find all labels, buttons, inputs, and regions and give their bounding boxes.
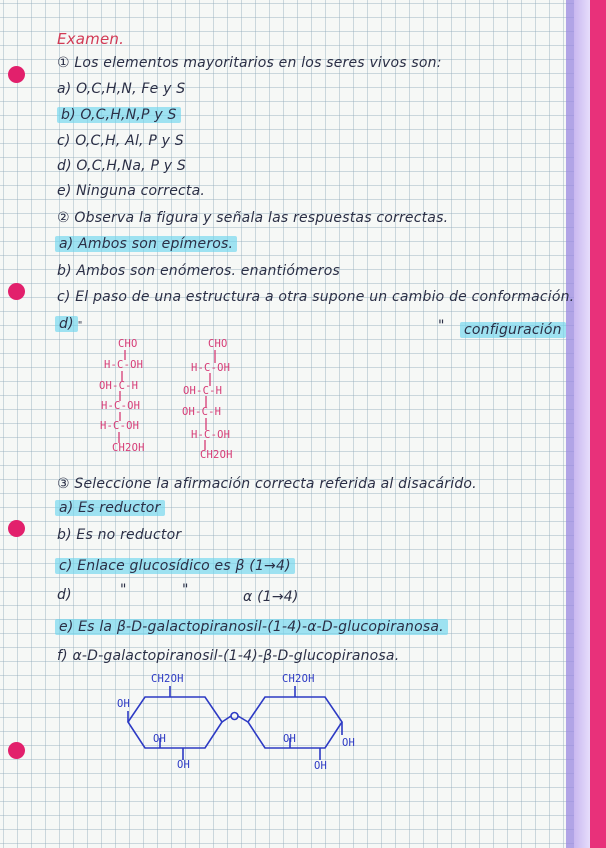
q2-option-d-mark: " — [77, 320, 83, 331]
question-2: ② Observa la figura y señala las respuestas correctas. — [57, 210, 449, 226]
q2-option-d-text: configuración — [460, 322, 566, 338]
fischer-left-2: H-C-OH — [104, 359, 144, 371]
q3-option-d-label: d) — [57, 587, 72, 603]
q2-option-c: c) El paso de una estructura a otra supone un cambio de conformación. — [57, 289, 575, 305]
fischer-right-4: OH-C-H — [182, 406, 222, 418]
fischer-right-5: H-C-OH — [191, 429, 231, 441]
fischer-right-6: CH2OH — [200, 449, 233, 461]
q3-option-d-ditto1: " — [120, 582, 127, 598]
fischer-right-2: H-C-OH — [191, 362, 231, 374]
fischer-left-4: H-C-OH — [101, 400, 141, 412]
q3-option-d-ditto2: " — [182, 582, 189, 598]
q2-option-b: b) Ambos son enómeros. enantiómeros — [57, 263, 340, 279]
ring2-oh-bottom: OH — [314, 760, 328, 772]
q3-option-d-text: α (1→4) — [243, 589, 299, 605]
fischer-right-1: CHO — [208, 338, 228, 350]
q1-option-b: b) O,C,H,N,P y S — [57, 107, 181, 123]
q1-option-e: e) Ninguna correcta. — [57, 183, 206, 199]
ring2-oh-right: OH — [342, 737, 356, 749]
ring2-oh-bottom-inner: OH — [283, 733, 297, 745]
ring1-oh-bottom: OH — [177, 759, 191, 771]
question-3: ③ Seleccione la afirmación correcta referida al disacárido. — [57, 476, 477, 492]
page-title: Examen. — [57, 30, 125, 48]
fischer-left-6: CH2OH — [112, 442, 145, 454]
q3-option-b: b) Es no reductor — [57, 527, 182, 543]
q2-option-d-label: d) — [55, 316, 78, 332]
question-1: ① Los elementos mayoritarios en los seres vivos son: — [57, 55, 442, 71]
ring2-ch2oh: CH2OH — [282, 673, 315, 685]
q3-option-f: f) α-D-galactopiranosil-(1-4)-β-D-glucopiranosa. — [57, 648, 400, 664]
q3-option-e: e) Es la β-D-galactopiranosil-(1-4)-α-D-glucopiranosa. — [55, 619, 448, 635]
q2-option-d-ditto: " — [438, 318, 445, 334]
fischer-left-3: OH-C-H — [99, 380, 139, 392]
q3-option-a: a) Es reductor — [55, 500, 165, 516]
ring1-oh-left: OH — [117, 698, 131, 710]
ring1-ch2oh: CH2OH — [151, 673, 184, 685]
fischer-left-1: CHO — [118, 338, 138, 350]
ring1-oh-bottom-inner: OH — [153, 733, 167, 745]
fischer-left-5: H-C-OH — [100, 420, 140, 432]
q1-option-c: c) O,C,H, Al, P y S — [57, 133, 184, 149]
q3-option-c: c) Enlace glucosídico es β (1→4) — [55, 558, 295, 574]
q2-option-a: a) Ambos son epímeros. — [55, 236, 237, 252]
q1-option-a: a) O,C,H,N, Fe y S — [57, 81, 186, 97]
q1-option-d: d) O,C,H,Na, P y S — [57, 158, 186, 174]
fischer-right-3: OH-C-H — [183, 385, 223, 397]
